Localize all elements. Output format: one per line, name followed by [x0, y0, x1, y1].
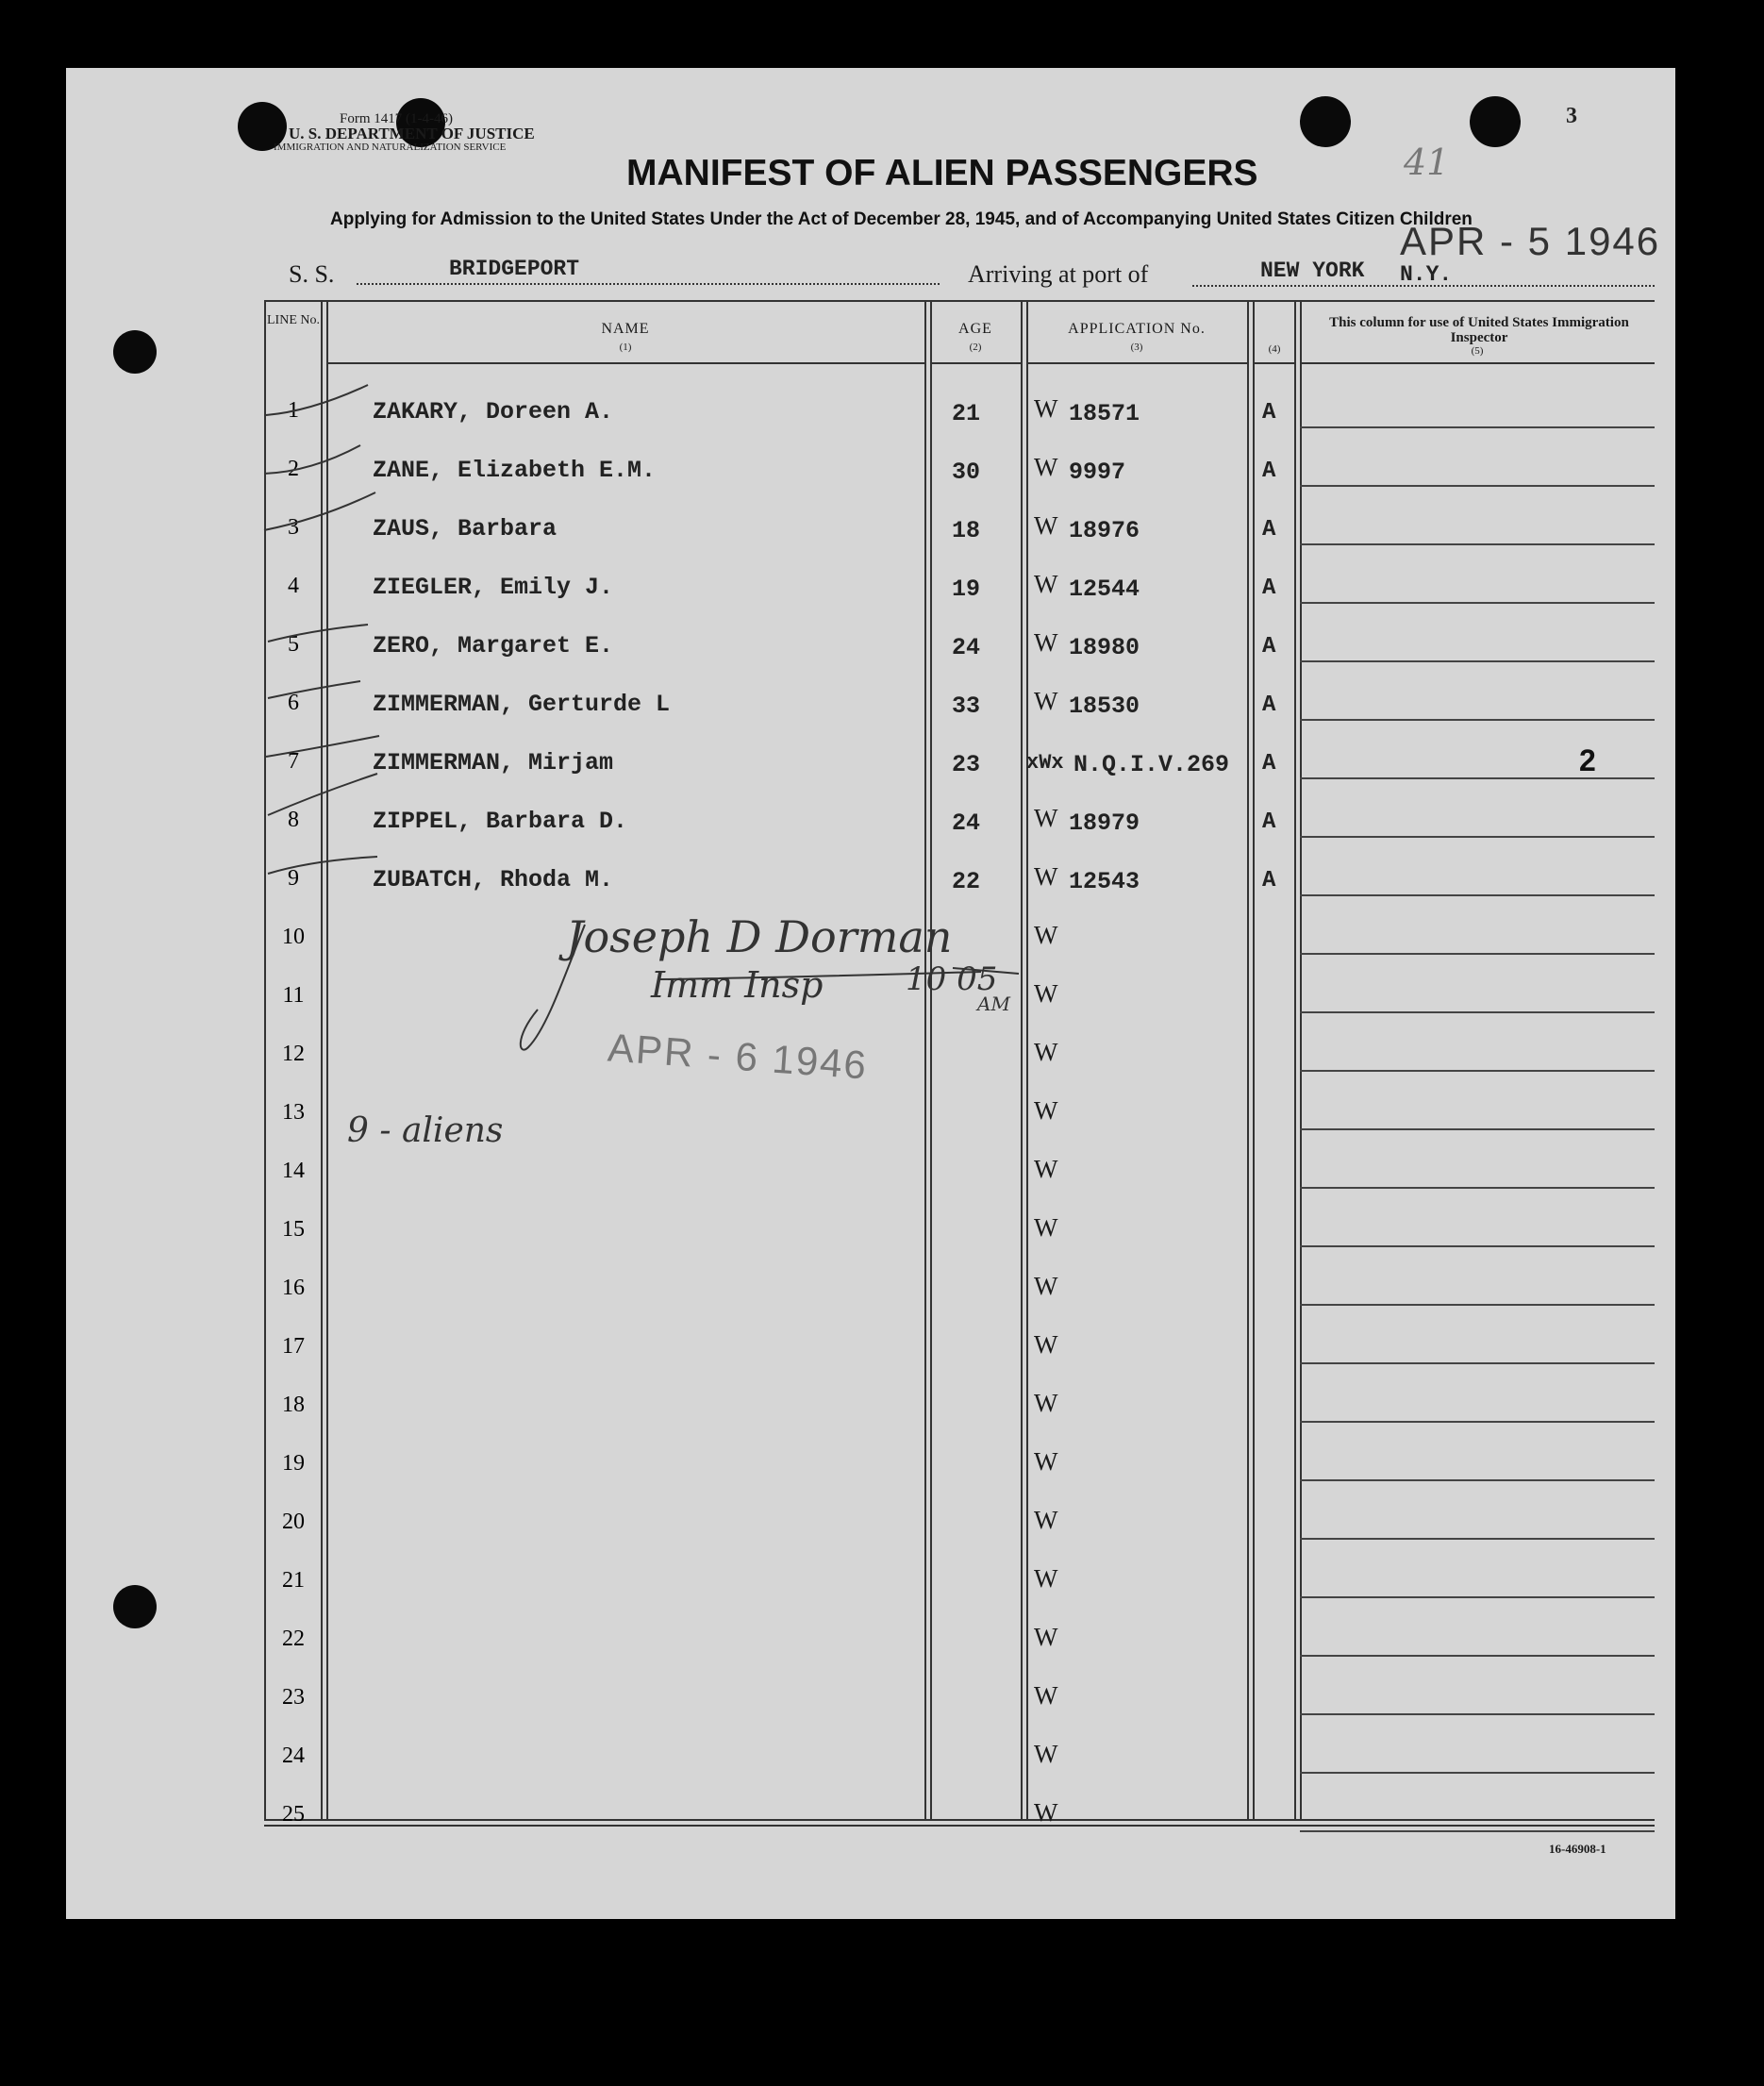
column-header-application: APPLICATION No.: [1068, 321, 1206, 337]
row-application-prefix: W: [1034, 453, 1058, 481]
row-application-prefix: W: [1034, 1681, 1058, 1710]
footer-code: 16-46908-1: [1549, 1842, 1606, 1856]
row-inspector-rule: [1300, 894, 1655, 896]
row-line-number: 4: [288, 574, 299, 598]
row-line-number: 6: [288, 691, 299, 715]
row-application-prefix: W: [1034, 1330, 1058, 1359]
row-application-prefix: W: [1034, 979, 1058, 1008]
column-header-line: LINE No.: [267, 313, 320, 327]
row-inspector-rule: [1300, 1479, 1655, 1481]
row-age: 23: [951, 751, 980, 778]
header-rule: [326, 362, 926, 364]
row-line-number: 15: [282, 1217, 305, 1242]
row-code: A: [1262, 868, 1276, 893]
row-line-number: 9: [288, 866, 299, 891]
table-bottom-rule: [264, 1825, 1655, 1827]
row-application-prefix: W: [1034, 1096, 1058, 1125]
punch-hole: [1470, 96, 1521, 147]
checkmark-icon: [266, 385, 368, 415]
row-name: ZIEGLER, Emily J.: [373, 574, 614, 601]
row-application-number: N.Q.I.V.269: [1073, 751, 1230, 778]
row-inspector-rule: [1300, 1128, 1655, 1130]
row-line-number: 3: [288, 515, 299, 540]
row-application-prefix: xWx: [1026, 751, 1064, 775]
row-inspector-rule: [1300, 836, 1655, 838]
row-inspector-rule: [1300, 1538, 1655, 1540]
row-application-prefix: W: [1034, 1389, 1058, 1417]
row-application-prefix: W: [1034, 1155, 1058, 1183]
punch-hole: [113, 1585, 157, 1628]
row-line-number: 21: [282, 1568, 305, 1593]
row-inspector-rule: [1300, 602, 1655, 604]
header-rule: [1300, 362, 1655, 364]
table-bottom-rule: [264, 1819, 1655, 1821]
row-application-number: 18980: [1069, 634, 1140, 661]
signature-title: Imm Insp: [651, 964, 824, 1006]
port-name: NEW YORK: [1260, 259, 1365, 283]
row-inspector-rule: [1300, 1070, 1655, 1072]
row-name: ZERO, Margaret E.: [373, 632, 614, 659]
row-application-prefix: W: [1034, 394, 1058, 423]
header-rule: [1253, 362, 1296, 364]
department-name: U. S. DEPARTMENT OF JUSTICE: [289, 125, 535, 142]
row-age: 24: [951, 634, 980, 661]
row-application-number: 18979: [1069, 809, 1140, 837]
column-header-inspector: This column for use of United States Immigration Inspector: [1329, 315, 1629, 345]
row-line-number: 24: [282, 1744, 305, 1768]
row-application-prefix: W: [1034, 628, 1058, 657]
checkmark-icon: [266, 736, 379, 757]
row-line-number: 7: [288, 749, 299, 774]
header-rule: [1026, 362, 1249, 364]
service-name: IMMIGRATION AND NATURALIZATION SERVICE: [274, 142, 507, 153]
row-inspector-rule: [1300, 1011, 1655, 1013]
row-inspector-rule: [1300, 1772, 1655, 1774]
page-title: MANIFEST OF ALIEN PASSENGERS: [626, 153, 1258, 193]
column-header-4: (4): [1268, 343, 1281, 355]
row-application-prefix: W: [1034, 687, 1058, 715]
row-application-number: 12543: [1069, 868, 1140, 895]
row-application-number: 18530: [1069, 693, 1140, 720]
row-code: A: [1262, 576, 1276, 601]
row-inspector-rule: [1300, 485, 1655, 487]
row-line-number: 23: [282, 1685, 305, 1710]
punch-hole: [113, 330, 157, 374]
row-line-number: 18: [282, 1393, 305, 1417]
punch-hole: [1300, 96, 1351, 147]
row-inspector-rule: [1300, 719, 1655, 721]
checkmark-icon: [268, 681, 360, 698]
row-name: ZAUS, Barbara: [373, 515, 557, 542]
signature-name: Joseph D Dorman: [566, 911, 953, 962]
row-code: A: [1262, 459, 1276, 484]
row-age: 21: [951, 400, 980, 427]
row-line-number: 16: [282, 1276, 305, 1300]
table-border: [1247, 300, 1249, 1819]
column-header-inspector-sub: (5): [1471, 345, 1484, 357]
signature-ampm: AM: [977, 993, 1010, 1015]
row-code: A: [1262, 751, 1276, 776]
row-line-number: 14: [282, 1159, 305, 1183]
checkmark-icon: [268, 625, 368, 642]
row-code: A: [1262, 693, 1276, 718]
row-line-number: 12: [282, 1042, 305, 1066]
row-name: ZAKARY, Doreen A.: [373, 398, 614, 426]
row-inspector-rule: [1300, 660, 1655, 662]
form-number: Form 1417 (1-4-46): [340, 111, 453, 126]
table-top-rule: [264, 300, 1655, 302]
row-application-prefix: W: [1034, 1506, 1058, 1534]
row-inspector-rule: [1300, 777, 1655, 779]
row-line-number: 22: [282, 1627, 305, 1651]
column-header-name-sub: (1): [619, 342, 632, 353]
inspection-date-stamp: APR - 6 1946: [606, 1025, 870, 1088]
arrival-date-stamp: APR - 5 1946: [1400, 219, 1661, 263]
column-header-name: NAME: [601, 321, 650, 337]
row-line-number: 8: [288, 808, 299, 832]
handwritten-page-number: 41: [1404, 142, 1450, 183]
row-application-prefix: W: [1034, 1447, 1058, 1476]
row-name: ZIPPEL, Barbara D.: [373, 808, 628, 835]
row-name: ZANE, Elizabeth E.M.: [373, 457, 657, 484]
row-inspector-rule: [1300, 426, 1655, 428]
row-application-prefix: W: [1034, 1798, 1058, 1827]
row-age: 30: [951, 459, 980, 486]
row-age: 33: [951, 693, 980, 720]
row-inspector-rule: [1300, 953, 1655, 955]
column-header-application-sub: (3): [1130, 342, 1143, 353]
row-inspector-rule: [1300, 1421, 1655, 1423]
row-line-number: 2: [288, 457, 299, 481]
row-inspector-rule: [1300, 1830, 1655, 1832]
port-label: Arriving at port of: [968, 260, 1149, 288]
row-inspector-rule: [1300, 1362, 1655, 1364]
row-application-prefix: W: [1034, 570, 1058, 598]
row-application-prefix: W: [1034, 1740, 1058, 1768]
row-application-prefix: W: [1034, 862, 1058, 891]
checkmark-icon: [268, 774, 377, 815]
row-name: ZIMMERMAN, Mirjam: [373, 749, 614, 776]
row-code: A: [1262, 517, 1276, 542]
alien-count-note: 9 - aliens: [347, 1111, 504, 1150]
ship-label: S. S.: [289, 260, 335, 288]
row-line-number: 25: [282, 1802, 305, 1827]
row-application-prefix: W: [1034, 1623, 1058, 1651]
table-border: [1294, 300, 1296, 1819]
row-application-prefix: W: [1034, 1038, 1058, 1066]
row-inspector-rule: [1300, 1596, 1655, 1598]
row-inspector-rule: [1300, 1187, 1655, 1189]
row-code: A: [1262, 634, 1276, 659]
checkmark-icon: [264, 445, 360, 474]
checkmark-icon: [268, 857, 377, 874]
signature-time: 10 05: [906, 960, 998, 998]
row-application-prefix: W: [1034, 921, 1058, 949]
row-line-number: 20: [282, 1510, 305, 1534]
row-inspector-rule: [1300, 543, 1655, 545]
page-subtitle: Applying for Admission to the United States Under the Act of December 28, 1945, and of Accompanying United States Citizen Children: [330, 209, 1473, 229]
checkmark-strokes: [255, 377, 387, 906]
row-age: 22: [951, 868, 980, 895]
row-age: 18: [951, 517, 980, 544]
row-application-number: 18571: [1069, 400, 1140, 427]
ship-underline: [357, 283, 940, 286]
column-header-age: AGE: [958, 321, 992, 337]
row-application-prefix: W: [1034, 1564, 1058, 1593]
row-inspector-rule: [1300, 1713, 1655, 1715]
row-age: 24: [951, 809, 980, 837]
row-inspector-rule: [1300, 1655, 1655, 1657]
row-application-prefix: W: [1034, 804, 1058, 832]
row-line-number: 5: [288, 632, 299, 657]
row-name: ZIMMERMAN, Gerturde L: [373, 691, 671, 718]
row-inspector-mark: 2: [1579, 743, 1596, 777]
row-code: A: [1262, 400, 1276, 426]
checkmark-icon: [264, 492, 375, 530]
row-line-number: 13: [282, 1100, 305, 1125]
table-border: [1253, 300, 1255, 1819]
row-line-number: 11: [282, 983, 305, 1008]
row-code: A: [1262, 809, 1276, 835]
row-age: 19: [951, 576, 980, 603]
row-line-number: 10: [282, 925, 305, 949]
row-application-number: 12544: [1069, 576, 1140, 603]
ship-name: BRIDGEPORT: [449, 257, 580, 281]
row-line-number: 1: [288, 398, 299, 423]
table-border: [1300, 300, 1302, 1819]
row-line-number: 17: [282, 1334, 305, 1359]
corner-mark: 3: [1566, 104, 1577, 128]
row-name: ZUBATCH, Rhoda M.: [373, 866, 614, 893]
row-application-number: 18976: [1069, 517, 1140, 544]
row-application-prefix: W: [1034, 1213, 1058, 1242]
header-rule: [930, 362, 1023, 364]
row-application-prefix: W: [1034, 1272, 1058, 1300]
column-header-age-sub: (2): [969, 342, 982, 353]
row-inspector-rule: [1300, 1245, 1655, 1247]
row-application-number: 9997: [1069, 459, 1126, 486]
row-inspector-rule: [1300, 1304, 1655, 1306]
port-state: N.Y.: [1400, 262, 1453, 287]
row-application-prefix: W: [1034, 511, 1058, 540]
row-line-number: 19: [282, 1451, 305, 1476]
